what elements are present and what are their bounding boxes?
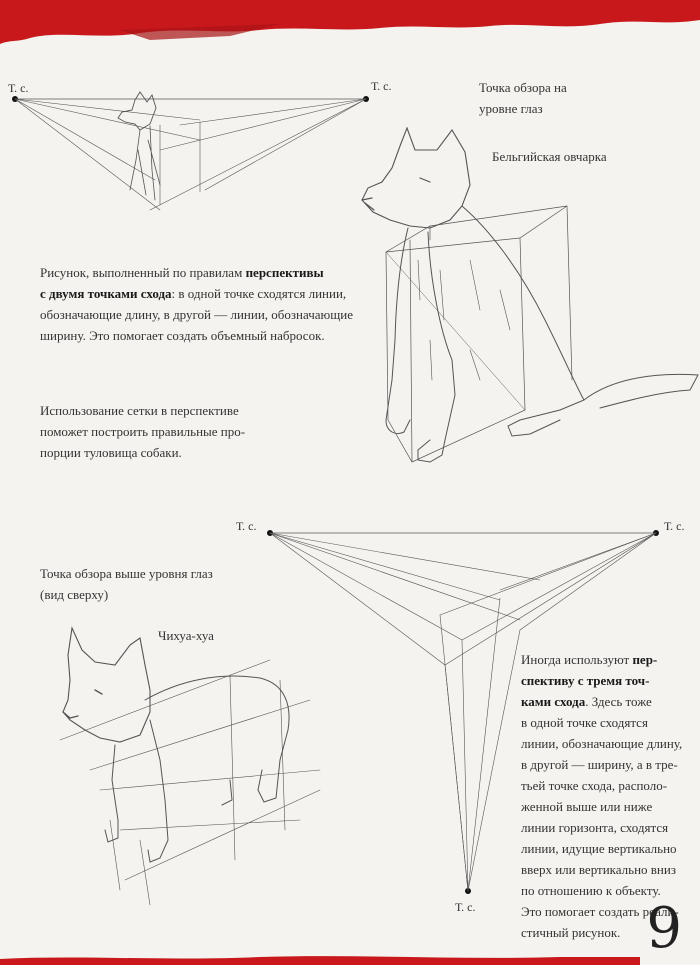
paragraph-line — [521, 691, 691, 712]
paragraph-line: поможет построить правильные про- — [40, 424, 246, 439]
paragraph-line — [40, 262, 370, 283]
vanishing-point-label-5: Т. с. — [455, 900, 476, 914]
belgian-shepherd-label: Бельгийская овчарка — [492, 149, 607, 164]
paragraph-line — [521, 670, 691, 691]
vanishing-point-label-3: Т. с. — [236, 519, 257, 533]
bold-term: с двумя точками схода — [40, 286, 172, 301]
text-run: Иногда используют — [521, 652, 633, 667]
above-eye-level-caption — [40, 563, 213, 605]
vanishing-point-label-1: Т. с. — [8, 81, 29, 95]
caption-line: (вид сверху) — [40, 587, 109, 602]
caption-line: Точка обзора на — [479, 80, 567, 95]
caption-line: уровне глаз — [479, 101, 543, 116]
two-point-perspective-paragraph — [40, 262, 370, 346]
text-run: Рисунок, выполненный по правилам — [40, 265, 246, 280]
paragraph-line: ширину. Это помогает создать объемный набросок. — [40, 328, 325, 343]
text-run: : в одной точке сходятся линии, — [171, 286, 347, 301]
bold-term: ками схода — [521, 694, 586, 709]
paragraph-line: Это помогает создать реали- — [521, 904, 679, 919]
bold-term: пер- — [632, 652, 658, 667]
bold-term: спективу с тремя точ- — [521, 673, 650, 688]
caption-line: Точка обзора выше уровня глаз — [40, 566, 213, 581]
paragraph-line: линии, идущие вертикально — [521, 841, 677, 856]
paragraph-line: в одной точке сходятся — [521, 715, 648, 730]
chihuahua-sketch — [60, 628, 320, 905]
vanishing-point-label-4: Т. с. — [664, 519, 685, 533]
grid-perspective-paragraph — [40, 400, 245, 463]
paragraph-line: порции туловища собаки. — [40, 445, 182, 460]
paragraph-line: Использование сетки в перспективе — [40, 403, 239, 418]
paragraph-line: вверх или вертикально вниз — [521, 862, 676, 877]
paragraph-line: линии горизонта, сходятся — [521, 820, 669, 835]
text-run: . Здесь тоже — [585, 694, 652, 709]
belgian-shepherd-sketch — [362, 128, 698, 462]
paragraph-line: стичный рисунок. — [521, 925, 621, 940]
bold-term: перспективы — [245, 265, 324, 280]
paragraph-line: женной выше или ниже — [521, 799, 653, 814]
vanishing-point-label-2: Т. с. — [371, 79, 392, 93]
paragraph-line: линии, обозначающие длину, — [521, 736, 683, 751]
paragraph-line — [40, 283, 370, 304]
paragraph-line: обозначающие длину, в другой — линии, обозначающие — [40, 307, 354, 322]
eye-level-view-caption — [479, 77, 567, 119]
paragraph-line: тьей точке схода, располо- — [521, 778, 668, 793]
paragraph-line — [521, 649, 691, 670]
page-number: 9 — [646, 896, 682, 961]
chihuahua-label: Чихуа-хуа — [158, 628, 214, 643]
paragraph-line: по отношению к объекту. — [521, 883, 661, 898]
paragraph-line: в другой — ширину, а в тре- — [521, 757, 678, 772]
two-point-perspective-dog-sketch — [12, 92, 369, 210]
